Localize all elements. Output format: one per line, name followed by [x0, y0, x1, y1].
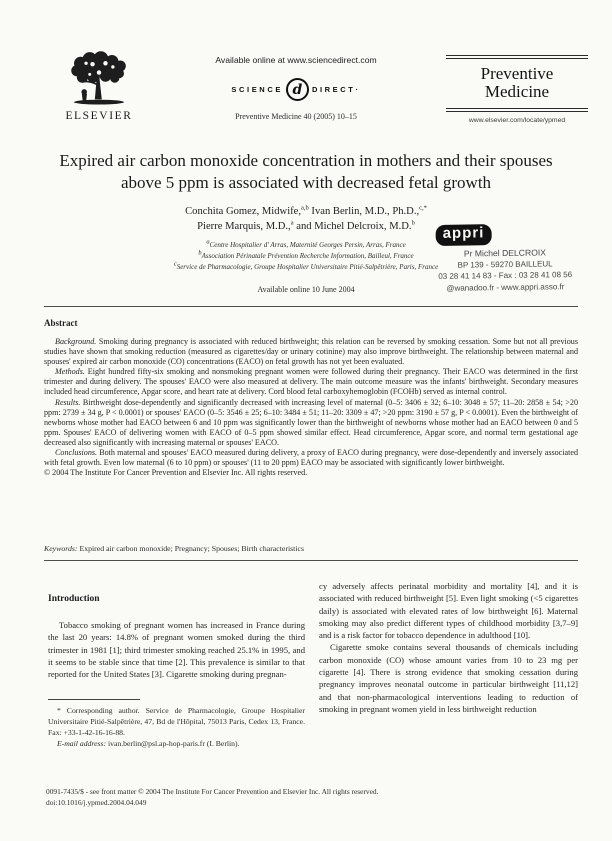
abstract-top-rule	[44, 306, 578, 307]
keywords-label: Keywords:	[44, 544, 78, 553]
abstract-methods: Methods. Eight hundred fifty-six smoking and nonsmoking pregnant women were followed during their pregnancy. Their EACO was determined in the first trimester and during delivery. The spouses' EACO were also measured at delivery. The main outcome measure was the infants' birthweight. Secondary measures included head circumference, Apgar score, and heart rate at delivery. Cord blood fetal carboxyhemoglobin (FCOHb) served as internal control.	[44, 367, 578, 397]
sciencedirect-logo	[168, 78, 424, 101]
body-column-left	[48, 619, 305, 680]
journal-masthead	[446, 55, 588, 124]
sciencedirect-direct-text: DIRECT·	[311, 85, 361, 94]
corresponding-author-footnote	[48, 699, 305, 749]
affiliation-a: $^a$Centre Hospitalier d' Arras, Maternité Georges Persin, Arras, France	[206, 238, 406, 249]
stamp-phone: 03 28 41 14 83 - Fax : 03 28 41 08 56	[438, 270, 573, 282]
stamp-address: BP 139 - 59270 BAILLEUL	[457, 259, 553, 270]
sciencedirect-d-icon: d	[286, 78, 309, 101]
footnote-email: E-mail address: ivan.berlin@psl.ap-hop-paris.fr (I. Berlin).	[57, 739, 240, 748]
available-online-date: Available online 10 June 2004	[257, 285, 355, 294]
footnote-text: * Corresponding author. Service de Pharmacologie, Groupe Hospitalier Universitaire Pitié-Salpêtrière, 47, Bd de l'Hôpital, 75013 Paris, Cedex 13, France. Fax: +33-1-42-16-16-88.	[48, 706, 305, 737]
keywords-line: Keywords: Expired air carbon monoxide; Pregnancy; Spouses; Birth characteristics	[44, 544, 304, 553]
masthead-bottom-rule	[446, 108, 588, 112]
affiliation-c: $^c$Service de Pharmacologie, Groupe Hospitalier Universitaire Pitié-Salpêtrière, Paris, France	[173, 261, 439, 272]
body-column-right	[319, 580, 578, 715]
header-center	[168, 55, 424, 121]
appri-logo-icon: appri	[436, 224, 492, 246]
introduction-paragraph-1: Tobacco smoking of pregnant women has increased in France during the last 20 years: 14.8% of pregnant women smoked during the third trimester in 1981 [1]; third trimester smoking reached 25.1% in 1995, and it seems to be stable since that time [2]. This prevalence is similar to that reported for the United States [3]. Cigarette smoking during pregnan-	[48, 620, 305, 680]
abstract-body	[44, 337, 578, 478]
article-title: Expired air carbon monoxide concentration in mothers and their spouses above 5 ppm is associated with decreased fetal growth	[59, 151, 553, 192]
author-line-2: Pierre Marquis, M.D.,$^a$ and Michel Delcroix, M.D.$^b$	[197, 219, 415, 232]
introduction-paragraph-1-continued: cy adversely affects perinatal morbidity and mortality [4], and it is associated with reduced birthweight [5]. Even light smoking (<5 cigarettes daily) is associated with elevated rates of low birthweight [6]. Maternal smoking may also predict different types of childhood morbidity [3,7–9] and is a risk factor for tobacco dependence in adulthood [10].	[319, 581, 578, 641]
abstract-conclusions: Conclusions. Both maternal and spouses' EACO measured during delivery, a proxy of EACO during pregnancy, were dose-dependently and inversely associated with fetal growth. Even low maternal (6 to 10 ppm) or spouses' (11 to 20 ppm) EACO may be associated with significantly lower birthweight.	[44, 448, 578, 468]
page-footer	[46, 786, 580, 809]
footnote-rule	[48, 699, 140, 700]
abstract-background: Background. Smoking during pregnancy is associated with reduced birthweight; this relation can be reversed by smoking cessation. Some but not all previous studies have shown that smoking reduction (measured as cigarettes/day or urinary cotinine) may also improve birthweight. The relationship between maternal and spouses' expired air carbon monoxide (CO) concentrations (EACO) on fetal growth has not yet been evaluated.	[44, 337, 578, 367]
introduction-heading: Introduction	[48, 594, 100, 604]
elsevier-tree-icon	[56, 50, 142, 108]
elsevier-logo	[56, 50, 142, 122]
abstract-results: Results. Birthweight dose-dependently and significantly decreased with increasing level of maternal (0–5: 3406 ± 32; 6–10: 3048 ± 57; 11–20: 2858 ± 54; >20 ppm: 2739 ± 34 g, P < 0.0001) or spouses' EACO (0–5: 3546 ± 25; 6–10: 3484 ± 51; 11–20: 3309 ± 47; >20 ppm: 3190 ± 57 g, P < 0.0001). Even the birthweight of newborns whose mother had EACO between 6 and 10 ppm was significantly lower than the birthweight of newborns whose mother had an EACO between 0 and 5 ppm. Spouses' EACO of delivering women with EACO of 0–5 ppm showed similar effect. Head circumference, Apgar score, and normal term gestational age decreased also significantly with increasing maternal or spouses' EACO.	[44, 397, 578, 447]
sciencedirect-science-text: SCIENCE	[231, 85, 283, 94]
elsevier-wordmark: ELSEVIER	[65, 110, 133, 122]
masthead-top-rule	[446, 55, 588, 59]
stamp-name: Pr Michel DELCROIX	[463, 247, 547, 259]
affiliation-b: $^b$Association Périnatale Prévention Recherche Information, Bailleul, France	[198, 249, 414, 261]
abstract-copyright: © 2004 The Institute For Cancer Prevention and Elsevier Inc. All rights reserved.	[44, 468, 308, 478]
available-online-text: Available online at www.sciencedirect.com	[215, 55, 377, 65]
journal-url: www.elsevier.com/locate/ypmed	[468, 116, 566, 124]
doi-line: doi:10.1016/j.ypmed.2004.04.049	[46, 798, 147, 808]
abstract-heading: Abstract	[44, 318, 78, 328]
author-line-1: Conchita Gomez, Midwife,$^{a,b}$ Ivan Berlin, M.D., Ph.D.,$^{c,*}$	[185, 204, 427, 217]
keywords-bottom-rule	[44, 560, 578, 561]
journal-citation: Preventive Medicine 40 (2005) 10–15	[235, 112, 357, 121]
introduction-paragraph-2: Cigarette smoke contains several thousands of chemicals including carbon monoxide (CO) whose amount varies from 10 to 23 mg per cigarette [4]. There is strong evidence that smoking cessation during pregnancy improves neonatal outcome in particular birthweight [11,12] and that non-pharmacological interventions leading to reduction of smoking in pregnant women yield in less birthweight reduction	[319, 642, 578, 714]
journal-name: Preventive Medicine	[480, 64, 554, 102]
stamp-web: @wanadoo.fr - www.appri.asso.fr	[446, 281, 565, 293]
issn-copyright-line: 0091-7435/$ - see front matter © 2004 The Institute For Cancer Prevention and Elsevier Inc. All rights reserved.	[46, 787, 379, 796]
appri-logo	[402, 223, 608, 247]
appri-stamp	[402, 223, 609, 295]
